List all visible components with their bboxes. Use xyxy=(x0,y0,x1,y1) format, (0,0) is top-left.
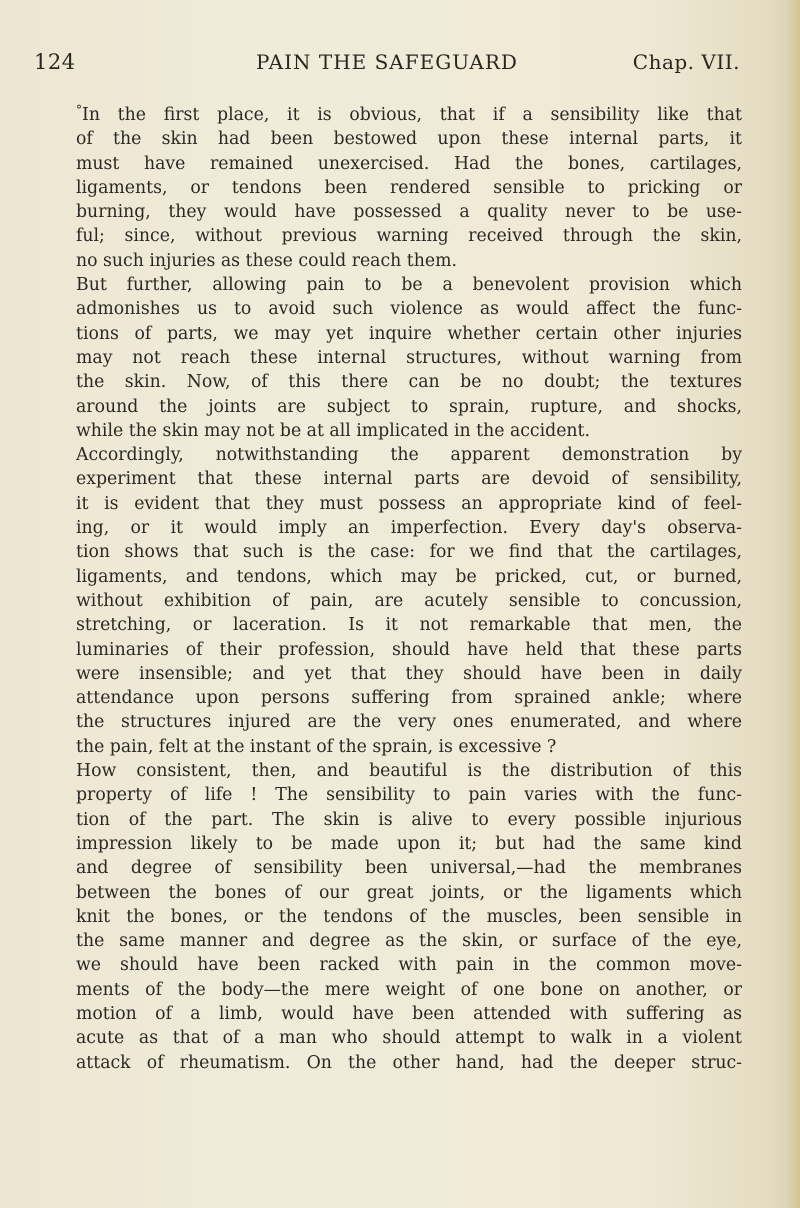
text-line: But further, allowing pain to be a benevolent provision which xyxy=(76,275,742,296)
text-line: between the bones of our great joints, or the ligaments which xyxy=(76,882,742,903)
text-line: and degree of sensibility been universal,—had the membranes xyxy=(76,858,742,879)
text-line: ful; since, without previous warning received through the skin, xyxy=(76,226,742,247)
text-line: How consistent, then, and beautiful is the distribution of this xyxy=(76,761,742,782)
text-line: we should have been racked with pain in the common move- xyxy=(76,955,742,976)
text-line: around the joints are subject to sprain, rupture, and shocks, xyxy=(76,396,742,417)
text-line xyxy=(34,98,742,127)
text-line: attack of rheumatism. On the other hand, had the deeper struc- xyxy=(76,1052,742,1073)
text-line: attendance upon persons suffering from sprained ankle; where xyxy=(76,688,742,709)
running-title: PAIN THE SAFEGUARD xyxy=(256,50,518,74)
text-line: ligaments, and tendons, which may be pricked, cut, or burned, xyxy=(76,566,742,587)
paragraph xyxy=(34,273,742,443)
text-line: property of life ! The sensibility to pain varies with the func- xyxy=(76,785,742,806)
text-line: were insensible; and yet that they should have been in daily xyxy=(76,663,742,684)
text-line: Accordingly, notwithstanding the apparent demonstration by xyxy=(76,445,742,466)
text-line: stretching, or laceration. Is it not remarkable that men, the xyxy=(76,615,742,636)
text-line: the skin. Now, of this there can be no doubt; the textures xyxy=(76,372,742,393)
text-line: the pain, felt at the instant of the sprain, is excessive ? xyxy=(76,736,557,757)
paragraph xyxy=(34,443,742,759)
chapter-label: Chap. VII. xyxy=(632,50,740,74)
text-line: must have remained unexercised. Had the bones, cartilages, xyxy=(76,153,742,174)
text-line: burning, they would have possessed a quality never to be use- xyxy=(76,202,742,223)
text-line: no such injuries as these could reach them. xyxy=(76,250,457,271)
text-line: ing, or it would imply an imperfection. Every day's observa- xyxy=(76,518,742,539)
text-line: may not reach these internal structures, without warning from xyxy=(76,347,742,368)
text-line-content: In the first place, it is obvious, that if a sensibility like that xyxy=(82,105,742,125)
page-edge-shading xyxy=(786,0,800,1208)
text-line: experiment that these internal parts are devoid of sensibility, xyxy=(76,469,742,490)
text-line: impression likely to be made upon it; but had the same kind xyxy=(76,833,742,854)
page-number: 124 xyxy=(34,50,76,74)
paragraph xyxy=(34,759,742,1075)
text-line: luminaries of their profession, should have held that these parts xyxy=(76,639,742,660)
text-line: of the skin had been bestowed upon these internal parts, it xyxy=(76,129,742,150)
running-header xyxy=(34,50,740,84)
text-line: while the skin may not be at all implicated in the accident. xyxy=(76,420,590,441)
text-line: motion of a limb, would have been attended with suffering as xyxy=(76,1003,742,1024)
body-text xyxy=(34,98,742,1075)
ink-mark: ° xyxy=(76,103,82,117)
text-line: it is evident that they must possess an appropriate kind of feel- xyxy=(76,493,742,514)
text-line: without exhibition of pain, are acutely sensible to concussion, xyxy=(76,590,742,611)
text-line: the structures injured are the very ones enumerated, and where xyxy=(76,712,742,733)
paragraph xyxy=(34,98,742,273)
text-line: admonishes us to avoid such violence as would affect the func- xyxy=(76,299,742,320)
text-line: tion of the part. The skin is alive to every possible injurious xyxy=(76,809,742,830)
text-line: ments of the body—the mere weight of one bone on another, or xyxy=(76,979,742,1000)
text-line: the same manner and degree as the skin, or surface of the eye, xyxy=(76,931,742,952)
text-line: tion shows that such is the case: for we find that the cartilages, xyxy=(76,542,742,563)
text-line: knit the bones, or the tendons of the muscles, been sensible in xyxy=(76,906,742,927)
text-line: tions of parts, we may yet inquire whether certain other injuries xyxy=(76,323,742,344)
text-line: ligaments, or tendons been rendered sensible to pricking or xyxy=(76,177,742,198)
text-line: acute as that of a man who should attempt to walk in a violent xyxy=(76,1028,742,1049)
